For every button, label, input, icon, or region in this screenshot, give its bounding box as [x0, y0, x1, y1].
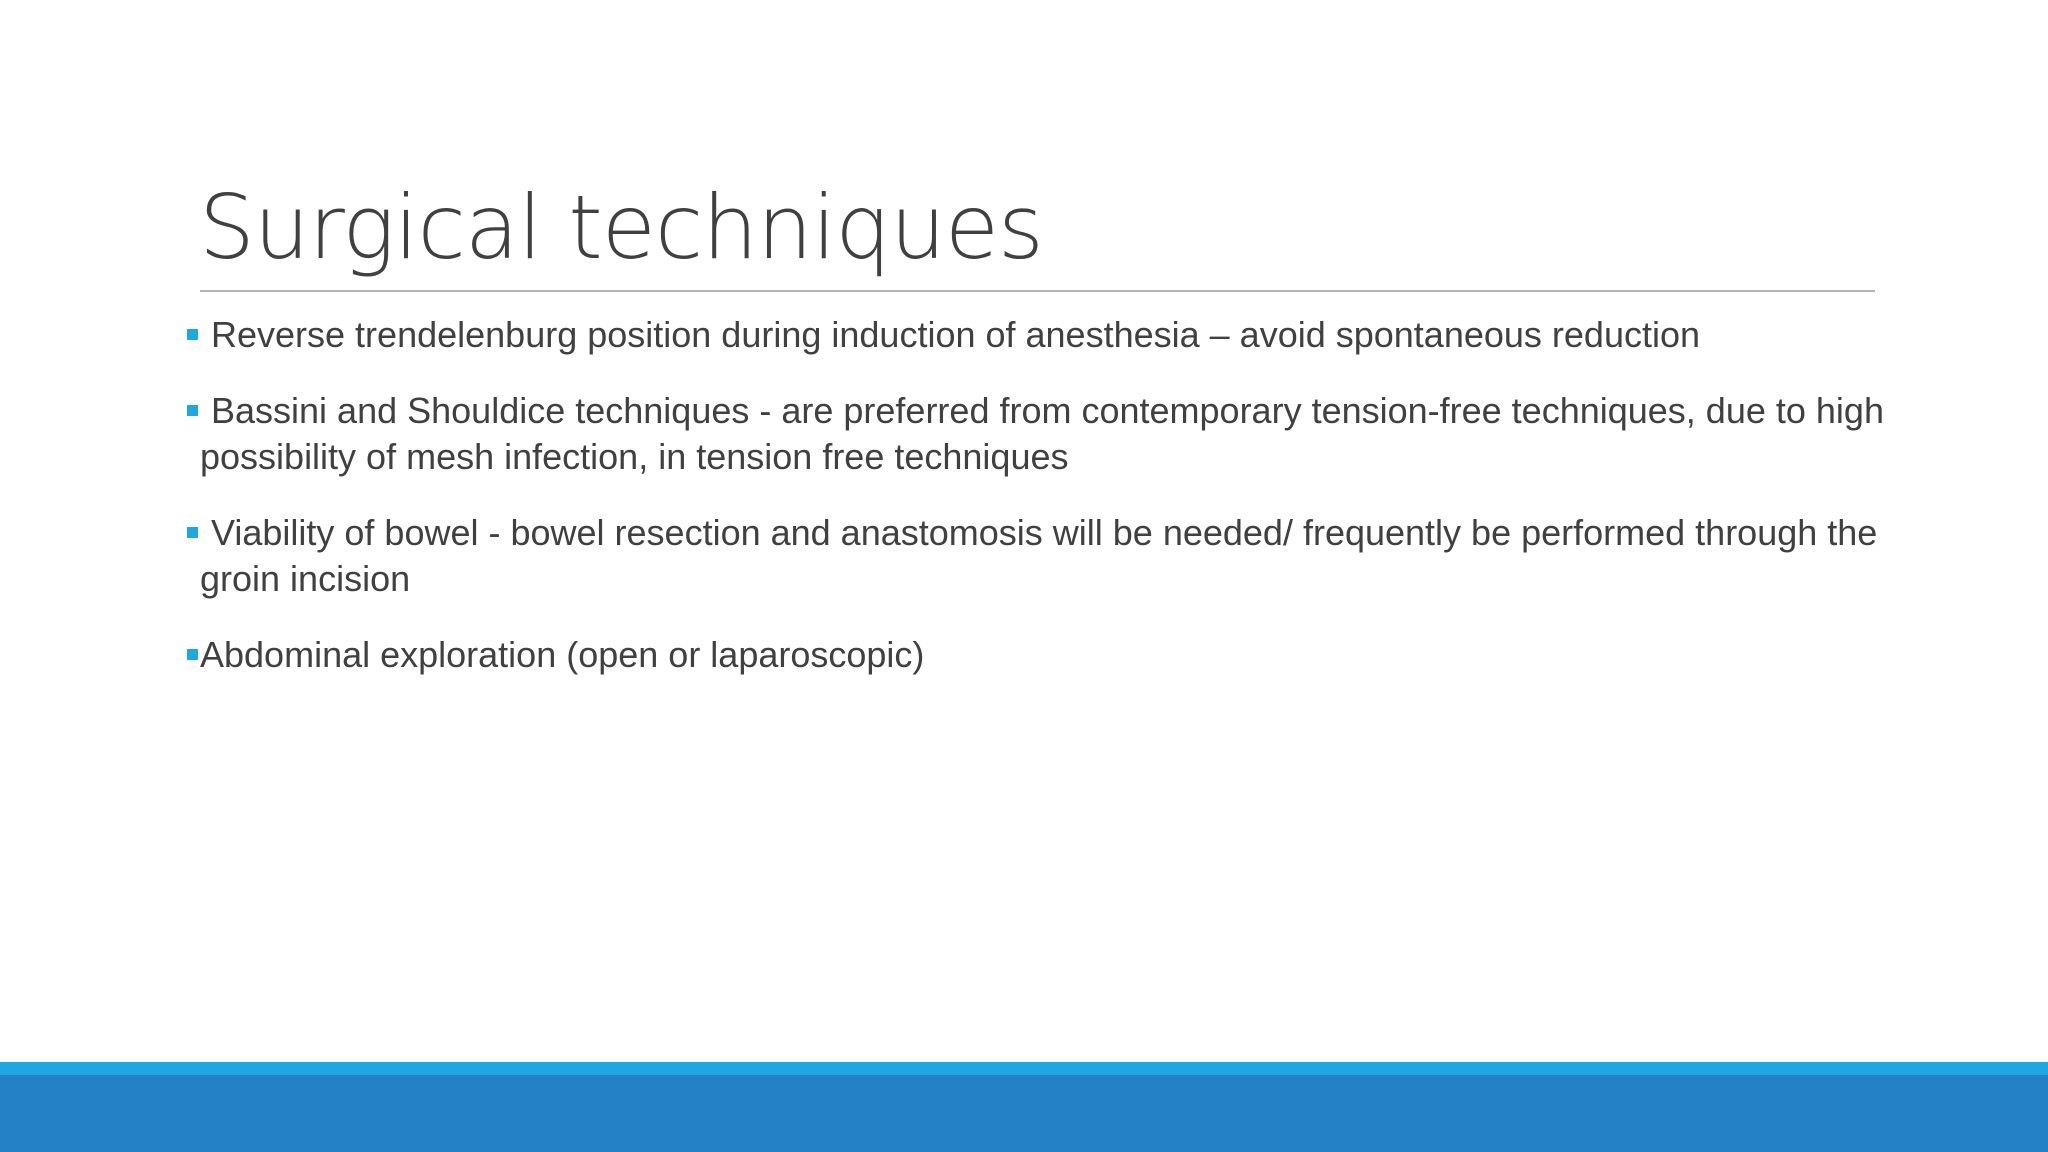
- bullet-item: [187, 632, 1887, 678]
- bullet-text: Bassini and Shouldice techniques - are preferred from contemporary tension-free techniques, due to high possibility of mesh infection, in tension free techniques: [200, 390, 1884, 477]
- bullet-list: [187, 312, 1887, 708]
- bullet-text: Viability of bowel - bowel resection and anastomosis will be needed/ frequently be performed through the groin incision: [200, 512, 1878, 599]
- slide-title: Surgical techniques: [199, 176, 1043, 279]
- square-bullet-icon: [187, 329, 198, 340]
- bullet-text: Reverse trendelenburg position during induction of anesthesia – avoid spontaneous reduction: [211, 314, 1701, 355]
- footer-band: [0, 1075, 2048, 1152]
- bullet-item: [187, 312, 1887, 358]
- title-divider: [200, 290, 1875, 292]
- square-bullet-icon: [187, 405, 198, 416]
- square-bullet-icon: [187, 649, 198, 660]
- bullet-text: Abdominal exploration (open or laparoscopic): [200, 634, 925, 675]
- square-bullet-icon: [187, 527, 198, 538]
- footer-accent-stripe: [0, 1062, 2048, 1075]
- bullet-item: [187, 388, 1887, 480]
- bullet-item: [187, 510, 1887, 602]
